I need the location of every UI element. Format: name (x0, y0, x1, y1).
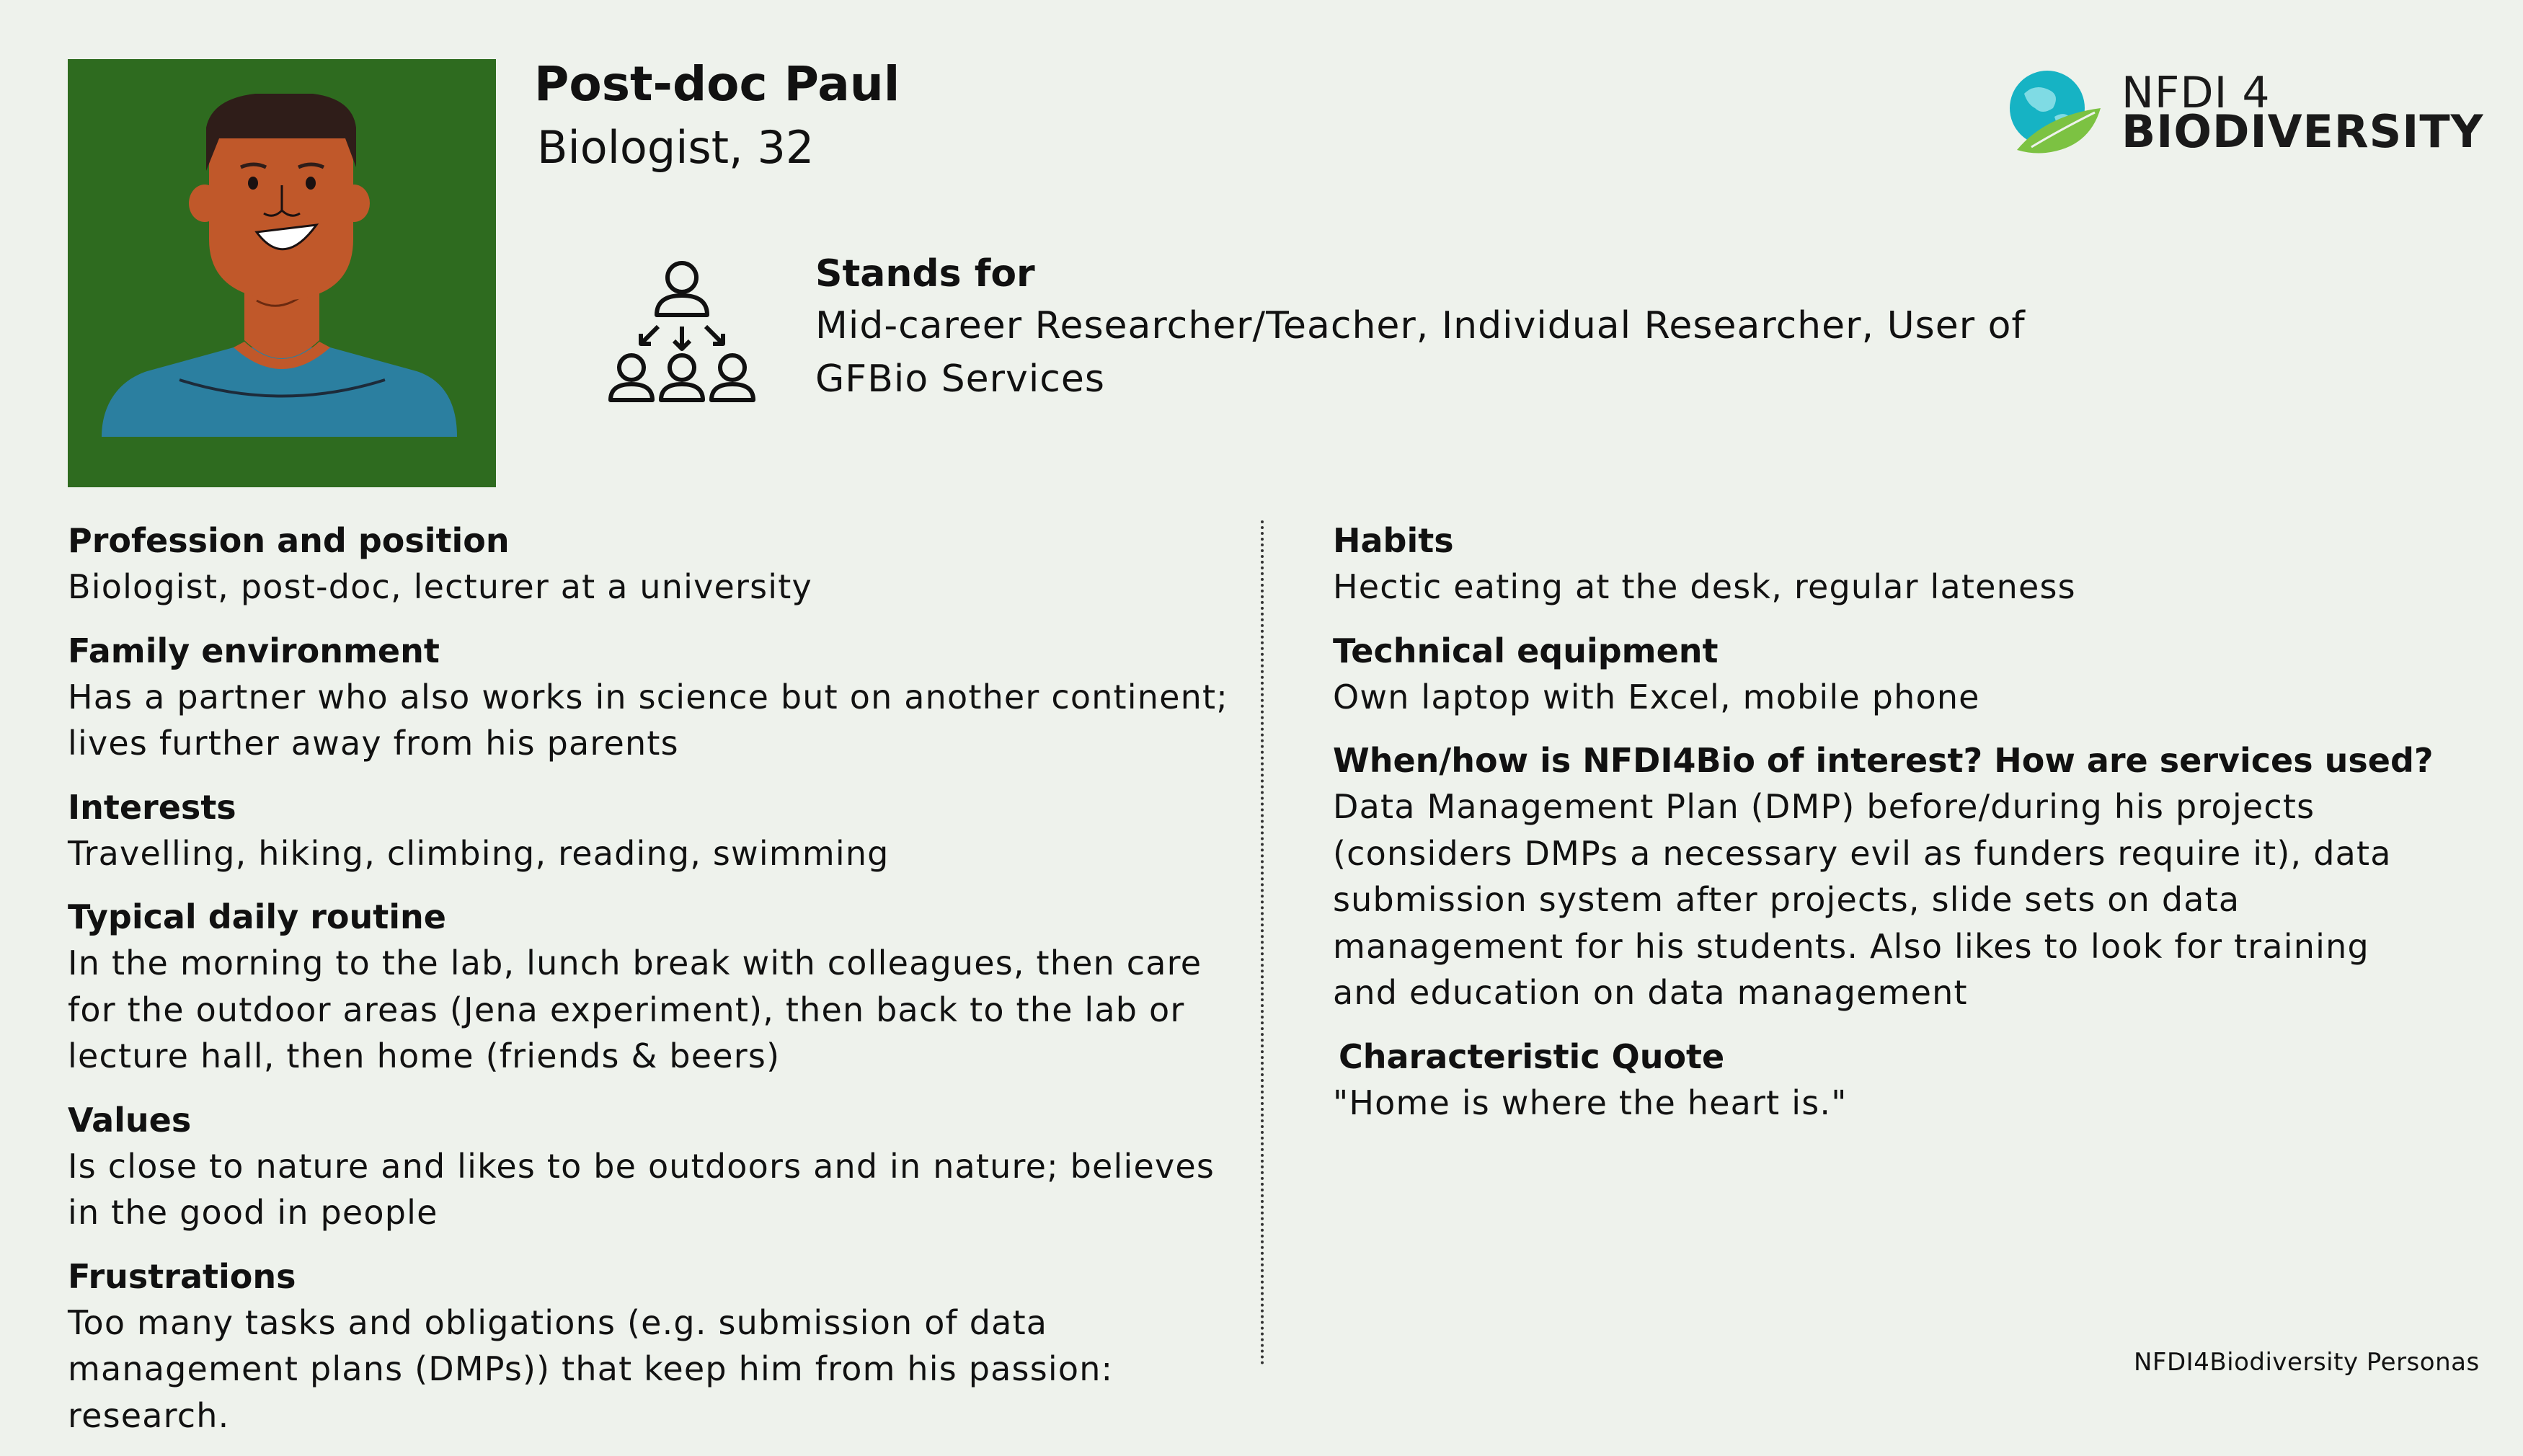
section-body: Biologist, post-doc, lecturer at a university (68, 567, 812, 606)
section-body: Too many tasks and obligations (e.g. submission of data management plans (DMPs)) that keep him from his passion: research. (68, 1302, 1114, 1435)
section-frustrations (68, 1253, 1250, 1439)
section-title: Family environment (68, 631, 440, 670)
group-representative-icon (608, 256, 756, 404)
section-title: Characteristic Quote (1339, 1036, 1725, 1076)
section-title: Interests (68, 787, 236, 827)
section-body: Own laptop with Excel, mobile phone (1333, 677, 1980, 716)
section-daily-routine (68, 894, 1250, 1080)
section-body: In the morning to the lab, lunch break with colleagues, then care for the outdoor areas (Jena experiment), then back to the lab or lecture hall, then home (friends & beers) (68, 944, 1202, 1075)
section-values (68, 1097, 1250, 1236)
right-column (1333, 518, 2443, 1143)
section-title: Technical equipment (1333, 631, 1719, 670)
globe-leaf-logo-icon (2003, 65, 2103, 159)
man-portrait-icon (68, 59, 496, 487)
section-family (68, 628, 1250, 767)
section-quote (1333, 1034, 2443, 1127)
section-title: Typical daily routine (68, 897, 446, 936)
left-column (68, 518, 1250, 1456)
logo-text-nfdi: NFDI 4 (2121, 68, 2271, 118)
section-profession (68, 518, 1250, 611)
section-title: Values (68, 1100, 192, 1140)
logo-text-biodiversity: BIODIVERSITY (2121, 105, 2484, 158)
section-body: Travelling, hiking, climbing, reading, swimming (68, 833, 890, 873)
section-title: Habits (1333, 521, 1454, 560)
section-habits (1333, 518, 2443, 611)
section-interests (68, 784, 1250, 877)
section-body: Is close to nature and likes to be outdoors and in nature; believes in the good in people (68, 1146, 1215, 1232)
section-body: "Home is where the heart is." (1333, 1083, 1848, 1122)
section-title: Profession and position (68, 521, 510, 560)
stands-for-title: Stands for (815, 252, 1035, 296)
persona-subtitle: Biologist, 32 (537, 121, 815, 174)
persona-avatar (68, 59, 496, 487)
stands-for-text: Mid-career Researcher/Teacher, Individual Researcher, User of GFBio Services (815, 304, 2026, 401)
persona-name: Post-doc Paul (534, 56, 900, 112)
section-body: Hectic eating at the desk, regular lateness (1333, 567, 2076, 606)
nfdi4biodiversity-logo (2003, 65, 2484, 159)
section-body: Data Management Plan (DMP) before/during his projects (considers DMPs a necessary evil as funders require it), data submission system after projects, slide sets on data management for his students. Also likes to look for training and education on data management (1333, 787, 2392, 1012)
section-title: When/how is NFDI4Bio of interest? How are services used? (1333, 741, 2434, 780)
section-body: Has a partner who also works in science but on another continent; lives further away from his parents (68, 677, 1228, 763)
section-title: Frustrations (68, 1256, 296, 1296)
column-divider (1261, 520, 1264, 1365)
section-technical-equipment (1333, 628, 2443, 721)
section-nfdi4bio-interest (1333, 737, 2443, 1016)
footer-label: NFDI4Biodiversity Personas (2134, 1348, 2480, 1377)
